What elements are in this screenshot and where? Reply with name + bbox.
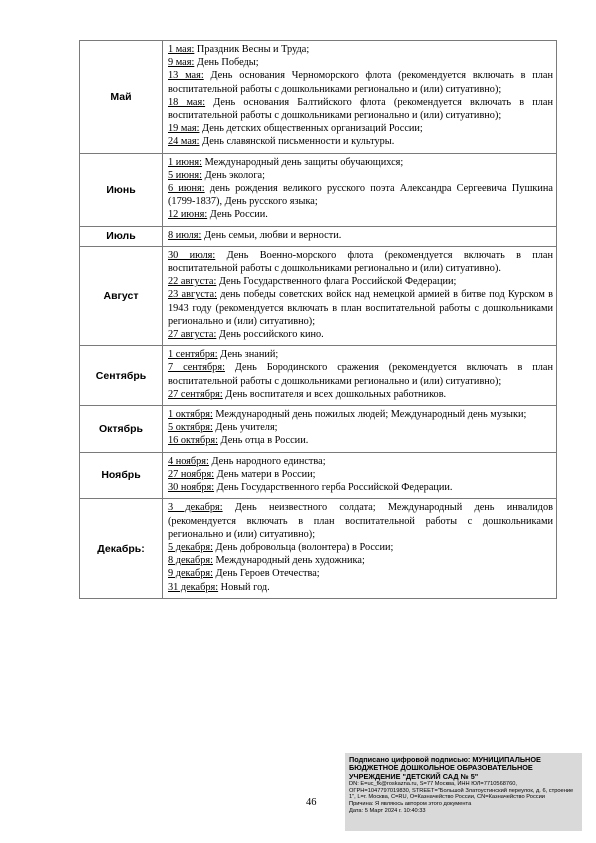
event-description: День добровольца (волонтера) в России; [212,541,394,553]
month-name: Июнь [80,153,163,226]
event-description: День России. [207,209,268,221]
month-name: Ноябрь [80,452,163,499]
event-description: День Государственного герба Российской Федерации. [214,482,453,494]
event-entry [168,434,553,447]
event-date: 19 мая: [168,123,200,135]
month-events [163,153,557,226]
signature-reason: Причина: Я являюсь автором этого документа [349,801,472,807]
event-date: 9 мая: [168,57,195,69]
event-date: 1 июня: [168,156,203,168]
event-entry [168,361,553,387]
event-description: День знаний; [217,349,279,361]
event-date: 6 июня: [168,183,205,195]
event-description: День Бородинского сражения (рекомендуется включать в план воспитательной работы с дошкольниками регионально и (или) ситуативно); [168,362,553,387]
event-date: 7 сентября: [168,362,225,374]
event-date: 1 октября: [168,409,213,421]
digital-signature-stamp [345,753,582,831]
event-description: День неизвестного солдата; Международный день инвалидов (рекомендуется включать в план воспитательной работы с дошкольниками регионально и (или) ситуативно); [168,502,553,540]
event-date: 16 октября: [168,435,218,447]
event-description: Праздник Весны и Труда; [194,44,310,55]
month-row [80,346,557,406]
event-entry [168,122,553,135]
event-entry [168,541,553,554]
event-entry [168,468,553,481]
event-entry [168,288,553,328]
event-description: День семьи, любви и верности. [201,229,342,241]
event-description: День Героев Отечества; [212,568,320,580]
event-date: 27 августа: [168,329,217,341]
event-description: День детских общественных организаций России; [199,123,423,135]
event-entry [168,169,553,182]
event-date: 22 августа: [168,276,217,288]
event-description: День отца в России. [217,435,309,447]
event-entry [168,249,553,275]
event-entry [168,69,553,95]
event-entry [168,96,553,122]
event-description: День эколога; [202,169,265,181]
event-date: 30 июля: [168,249,216,261]
month-events [163,499,557,598]
event-description: День Победы; [194,57,259,69]
event-entry [168,135,553,148]
month-name: Октябрь [80,406,163,453]
month-row [80,226,557,246]
month-name: Сентябрь [80,346,163,406]
event-entry [168,581,553,594]
event-date: 27 ноября: [168,468,215,480]
event-description: день победы советских войск над немецкой армией в битве под Курском в 1943 году (рекомендуется включать в план воспитательной работы с дошкольниками регионально и (или) ситуативно); [168,289,553,327]
month-name: Июль [80,226,163,246]
event-date: 23 августа: [168,289,217,301]
event-date: 13 мая: [168,70,204,82]
event-date: 8 июля: [168,229,202,241]
event-date: 5 октября: [168,422,213,434]
event-date: 5 декабря: [168,541,213,553]
event-entry [168,56,553,69]
event-date: 1 мая: [168,44,195,55]
month-events [163,41,557,154]
event-description: Международный день защиты обучающихся; [202,156,404,168]
month-row [80,246,557,345]
event-entry [168,481,553,494]
event-entry [168,229,553,242]
event-date: 9 декабря: [168,568,213,580]
event-entry [168,156,553,169]
signature-title: Подписано цифровой подписью: МУНИЦИПАЛЬНОЕ БЮДЖЕТНОЕ ДОШКОЛЬНОЕ ОБРАЗОВАТЕЛЬНОЕ УЧРЕЖДЕНИЕ "ДЕТСКИЙ САД № 5" [349,755,541,781]
month-row [80,499,557,598]
event-entry [168,182,553,208]
event-description: День матери в России; [214,468,316,480]
event-description: Международный день пожилых людей; Международный день музыки; [212,409,527,421]
event-description: Новый год. [218,581,270,593]
event-description: День Военно-морского флота (рекомендуется включать в план воспитательной работы с дошкольниками регионально и (или) ситуативно). [168,249,553,275]
signature-date: Дата: 5 Март 2024 г. 10:40:33 [349,807,426,814]
page-number: 46 [306,797,317,808]
month-row [80,452,557,499]
month-row [80,153,557,226]
event-description: День российского кино. [216,329,324,341]
event-entry [168,208,553,221]
event-date: 30 ноября: [168,482,215,494]
signature-dn: DN: E=uc_fk@roskazna.ru, S=77 Москва, ИНН ЮЛ=7710568760, ОГРН=1047797019830, STREET="Большой Златоустинский переулок, д. 6, строение 1", L=г. Москва, C=RU, O=Казначейство России, CN=Казначейство России [349,781,574,801]
month-row [80,406,557,453]
event-entry [168,421,553,434]
event-description: День основания Балтийского флота (рекомендуется включать в план воспитательной работы с дошкольниками регионально и (или) ситуативно); [168,96,553,122]
month-events [163,226,557,246]
month-events [163,346,557,406]
event-entry [168,501,553,541]
event-description: Международный день художника; [212,555,365,567]
event-description: День славянской письменности и культуры. [199,136,395,148]
event-entry [168,567,553,580]
event-date: 18 мая: [168,96,206,108]
event-description: День учителя; [212,422,278,434]
event-date: 1 сентября: [168,349,218,361]
month-name: Декабрь: [80,499,163,598]
event-entry [168,408,553,421]
event-date: 5 июня: [168,169,203,181]
event-entry [168,388,553,401]
event-entry [168,554,553,567]
month-events [163,452,557,499]
event-date: 3 декабря: [168,502,223,514]
event-date: 24 мая: [168,136,200,148]
event-date: 4 ноября: [168,455,209,467]
month-events [163,406,557,453]
month-events [163,246,557,345]
event-date: 12 июня: [168,209,208,221]
event-description: День основания Черноморского флота (рекомендуется включать в план воспитательной работы с дошкольниками регионально и (или) ситуативно); [168,70,553,95]
event-entry [168,455,553,468]
event-entry [168,275,553,288]
event-description: День воспитателя и всех дошкольных работников. [222,388,447,400]
month-row [80,41,557,154]
event-description: День народного единства; [208,455,326,467]
event-date: 31 декабря: [168,581,219,593]
event-entry [168,328,553,341]
event-date: 8 декабря: [168,555,213,567]
event-description: день рождения великого русского поэта Александра Сергеевича Пушкина (1799-1837), День русского языка; [168,183,553,208]
event-entry [168,348,553,361]
events-calendar-table [79,40,557,599]
month-name: Май [80,41,163,154]
month-name: Август [80,246,163,345]
event-description: День Государственного флага Российской Федерации; [216,276,457,288]
event-entry [168,43,553,56]
event-date: 27 сентября: [168,388,223,400]
